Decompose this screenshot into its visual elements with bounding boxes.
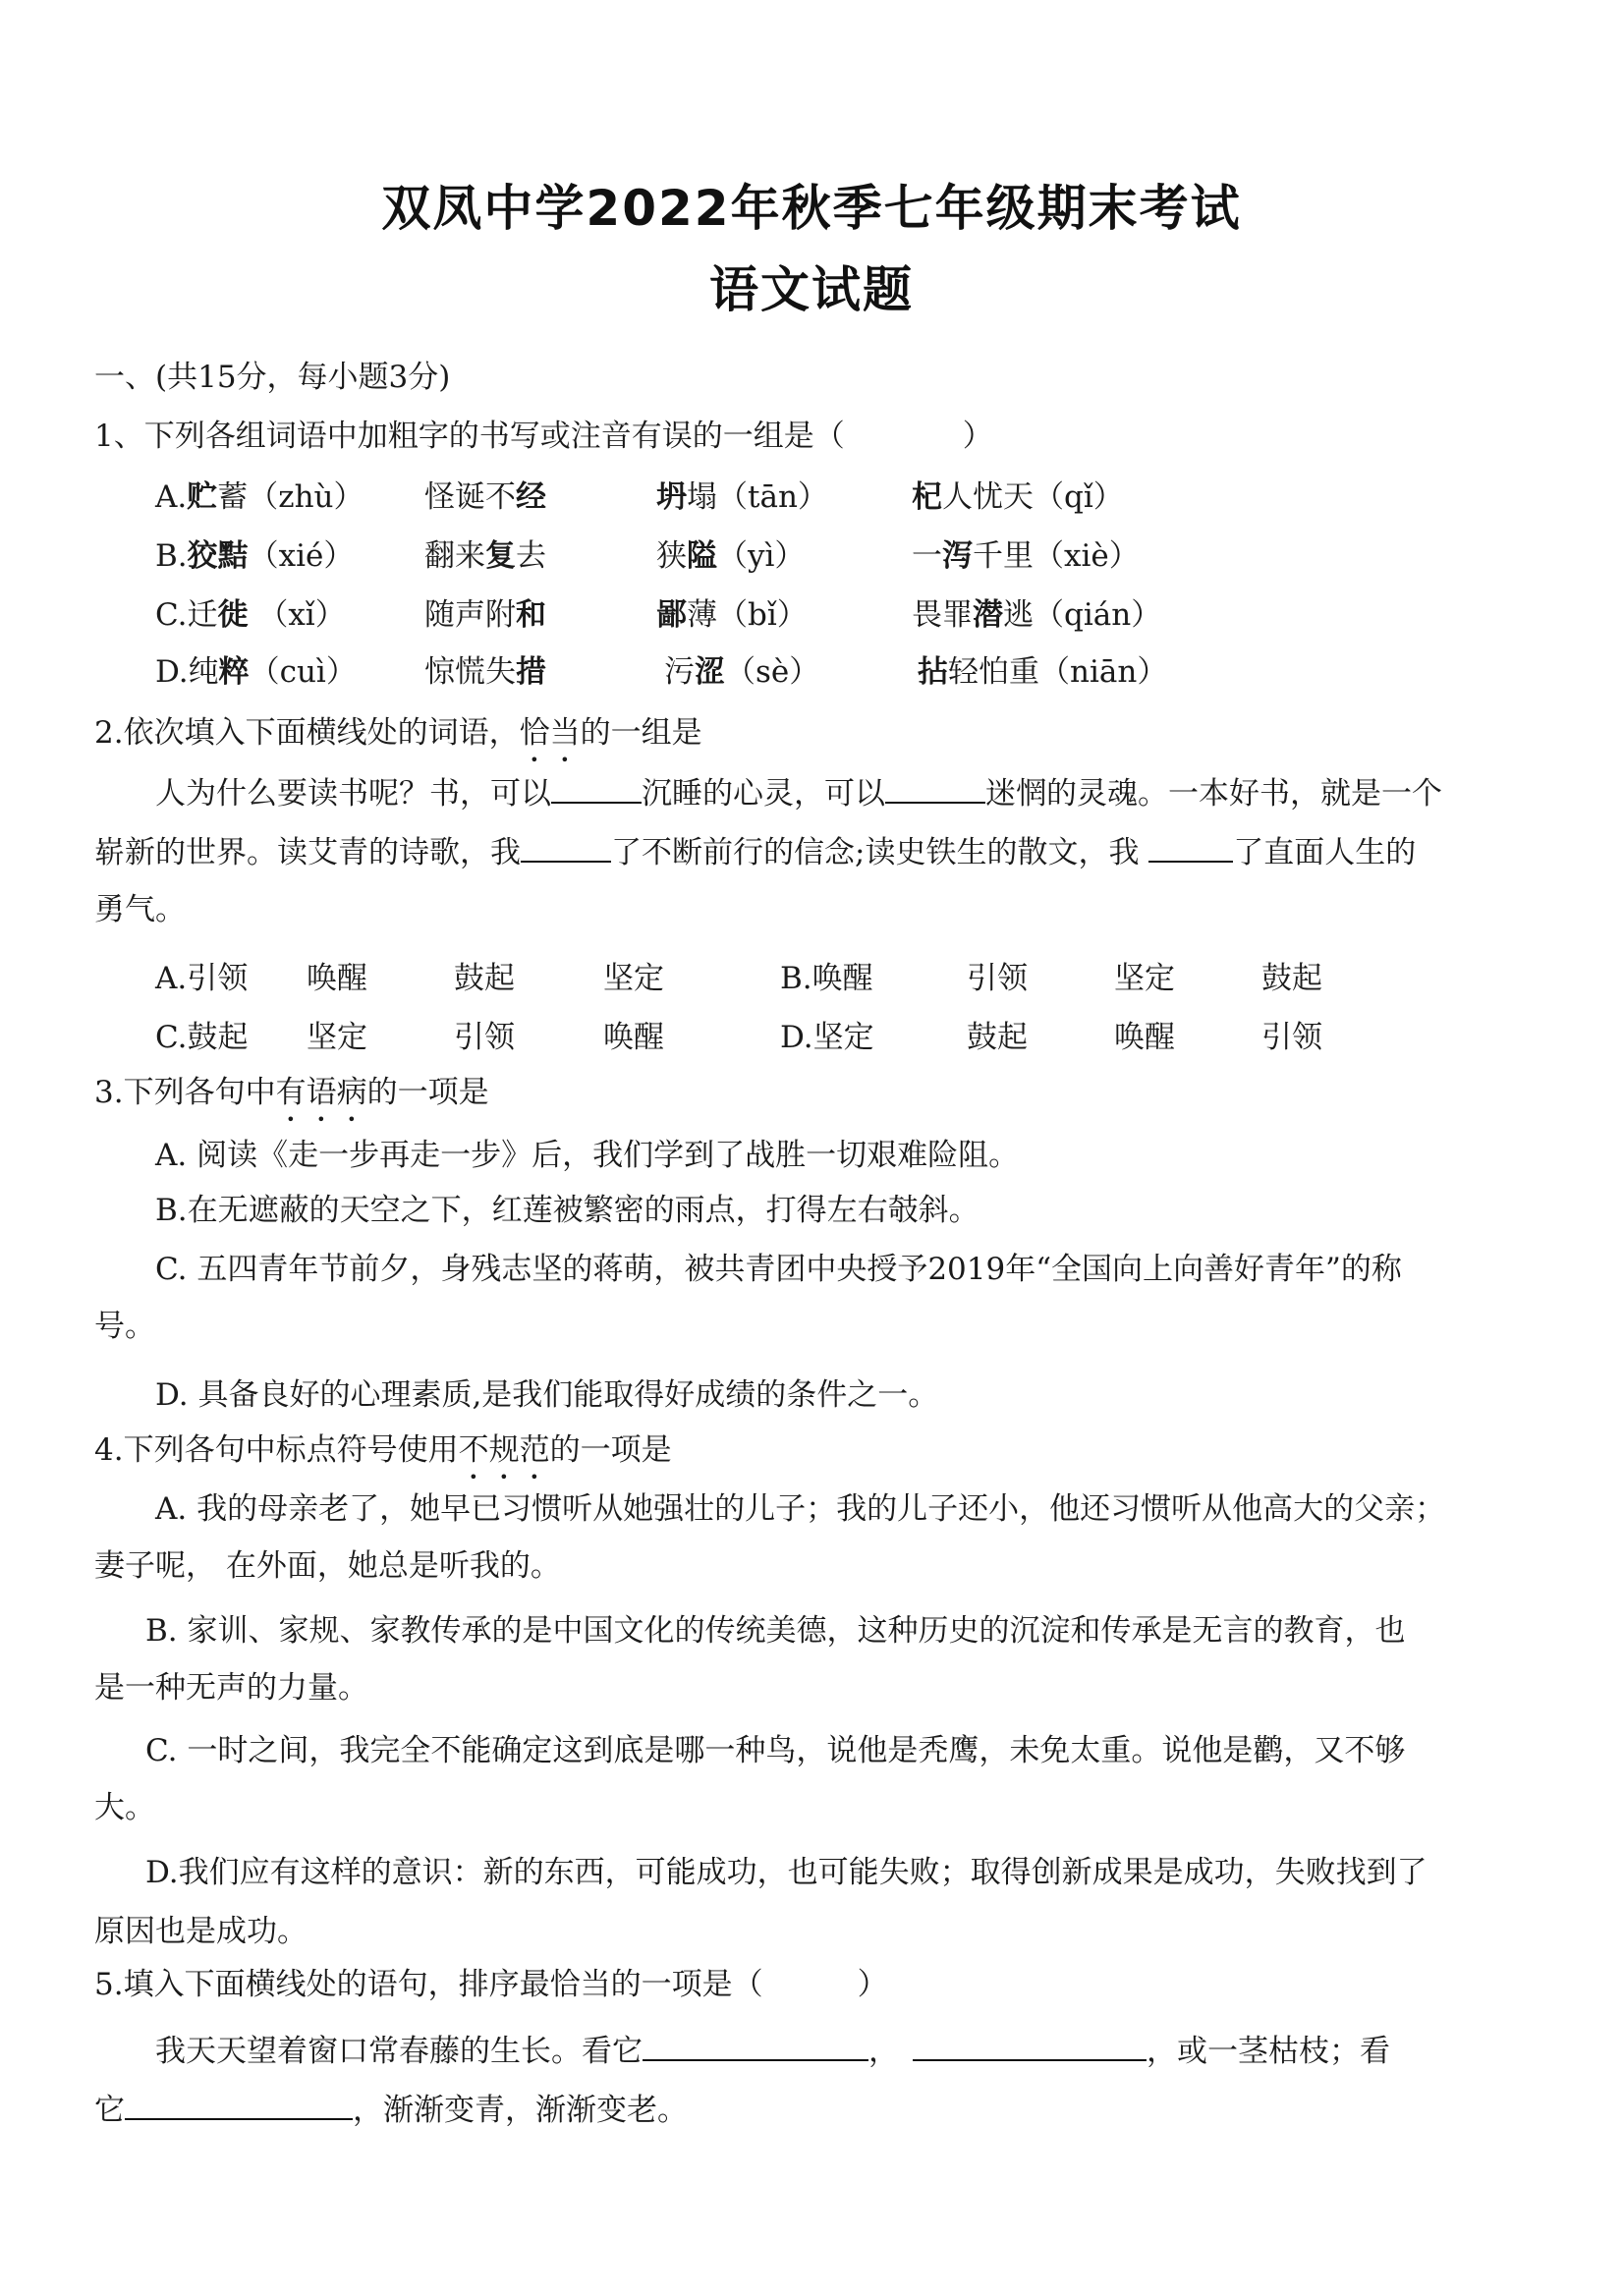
q3-option-c-line1: C. 五四青年节前夕，身残志坚的蒋萌，被共青团中央授予2019年“全国向上向善好青年”的称 xyxy=(155,1252,1402,1287)
passage-text: 了不断前行的信念;读史铁生的散文，我 xyxy=(611,835,1149,870)
option-text: （xǐ） xyxy=(248,597,346,633)
fill-blank-3[interactable] xyxy=(521,831,611,863)
bold-char: 鄙 xyxy=(656,597,687,633)
option-text: 迁 xyxy=(187,597,218,633)
q2-option-word: 唤醒 xyxy=(603,1020,664,1055)
passage-text: ，渐渐变青，渐渐变老。 xyxy=(353,2093,688,2128)
q2-option-word: 坚定 xyxy=(307,1020,367,1055)
passage-text: 它 xyxy=(94,2093,125,2128)
option-text: （yì） xyxy=(717,538,806,574)
bold-char: 贮 xyxy=(187,479,218,515)
bold-char: 措 xyxy=(516,654,546,690)
q1-a-word4 xyxy=(912,477,1124,517)
option-text: 怪诞不 xyxy=(424,479,516,515)
q2-option-word: 唤醒 xyxy=(1114,1020,1175,1055)
fill-blank-1[interactable] xyxy=(551,772,642,804)
option-label: C. xyxy=(155,597,188,633)
bold-char: 粹 xyxy=(218,654,250,690)
q1-option-a xyxy=(155,477,364,517)
exam-subtitle: 语文试题 xyxy=(709,261,914,318)
q4-stem-text: 的一项是 xyxy=(549,1432,672,1468)
q4-stem-text: 4.下列各句中标点符号使用 xyxy=(94,1432,459,1468)
q4-option-a-line2: 妻子呢， 在外面，她总是听我的。 xyxy=(94,1548,561,1584)
emphasis-text: 恰当 xyxy=(519,715,581,751)
q4-option-a-line1: A. 我的母亲老了，她早已习惯听从她强壮的儿子；我的儿子还小，他还习惯听从他高大的父亲； xyxy=(155,1491,1446,1527)
q1-c-word3 xyxy=(656,595,808,635)
q4-stem xyxy=(94,1430,672,1486)
q2-option-word: 鼓起 xyxy=(967,1020,1028,1055)
q4-option-d-line1: D.我们应有这样的意识：新的东西，可能成功，也可能失败；取得创新成果是成功，失败找到了 xyxy=(145,1855,1427,1890)
passage-text: 迷惘的灵魂。一本好书，就是一个 xyxy=(985,776,1442,812)
q5-stem-close: ） xyxy=(857,1967,888,2002)
q2-passage-line2 xyxy=(94,831,1416,872)
option-text: （cuì） xyxy=(249,654,357,690)
q1-b-word3 xyxy=(656,536,805,576)
q1-b-word4 xyxy=(912,536,1140,576)
bold-char: 狡黠 xyxy=(187,538,249,574)
q4-option-c-line2: 大。 xyxy=(94,1790,155,1825)
q2-option-b: B.唤醒 xyxy=(780,961,873,996)
q1-c-word2 xyxy=(424,595,546,635)
q2-stem-text: 2.依次填入下面横线处的词语， xyxy=(94,715,520,751)
bold-char: 泻 xyxy=(942,538,973,574)
fill-blank-5[interactable] xyxy=(643,2030,868,2061)
q2-option-word: 坚定 xyxy=(1114,961,1175,996)
q2-option-word: 引领 xyxy=(1261,1020,1322,1055)
q2-option-word: 引领 xyxy=(967,961,1028,996)
q2-option-word: 鼓起 xyxy=(1261,961,1322,996)
passage-text: 沉睡的心灵，可以 xyxy=(642,776,885,812)
passage-text: 人为什么要读书呢？书，可以 xyxy=(155,776,551,812)
q1-stem xyxy=(94,417,993,456)
fill-blank-7[interactable] xyxy=(125,2089,353,2120)
q2-option-word: 坚定 xyxy=(603,961,664,996)
q4-option-d-line2: 原因也是成功。 xyxy=(94,1914,308,1949)
option-label: B. xyxy=(155,538,188,574)
fill-blank-6[interactable] xyxy=(913,2030,1147,2061)
option-text: 千里（xiè） xyxy=(973,538,1140,574)
q3-stem-text: 3.下列各句中 xyxy=(94,1075,276,1110)
option-text: 纯 xyxy=(188,654,219,690)
fill-blank-4[interactable] xyxy=(1148,831,1233,863)
bold-char: 复 xyxy=(485,538,516,574)
q2-option-word: 引领 xyxy=(454,1020,515,1055)
bold-char: 拈 xyxy=(918,654,948,690)
q4-option-b-line2: 是一种无声的力量。 xyxy=(94,1670,368,1706)
bold-char: 隘 xyxy=(687,538,717,574)
q5-stem xyxy=(94,1965,888,2004)
option-text: （sè） xyxy=(725,654,820,690)
q2-passage-line3: 勇气。 xyxy=(94,892,186,927)
q2-option-d: D.坚定 xyxy=(780,1020,874,1055)
bold-char: 徙 xyxy=(217,597,249,633)
q1-a-word3 xyxy=(656,477,828,517)
fill-blank-2[interactable] xyxy=(885,772,985,804)
emphasis-text: 不规范 xyxy=(458,1432,550,1468)
q5-passage-line1 xyxy=(155,2030,1390,2071)
q1-d-word4 xyxy=(918,652,1167,692)
emphasis-text: 有语病 xyxy=(275,1075,367,1110)
q1-option-d xyxy=(155,652,357,692)
q1-d-word3 xyxy=(664,652,819,692)
q2-option-word: 唤醒 xyxy=(307,961,367,996)
option-text: 薄（bǐ） xyxy=(687,597,808,633)
exam-title: 双凤中学2022年秋季七年级期末考试 xyxy=(381,180,1242,237)
passage-text: ， xyxy=(868,2034,899,2069)
q2-passage-line1 xyxy=(155,772,1442,813)
q1-stem-close: ） xyxy=(962,419,993,454)
q2-option-c: C.鼓起 xyxy=(155,1020,249,1055)
q3-option-b: B.在无遮蔽的天空之下，红莲被繁密的雨点，打得左右攲斜。 xyxy=(155,1193,979,1228)
q2-stem-text: 的一组是 xyxy=(580,715,702,751)
option-label: A. xyxy=(155,479,188,515)
bold-char: 经 xyxy=(516,479,546,515)
q4-option-c-line1: C. 一时之间，我完全不能确定这到底是哪一种鸟，说他是秃鹰，未免太重。说他是鹳，又不够 xyxy=(145,1733,1406,1768)
q4-option-b-line1: B. 家训、家规、家教传承的是中国文化的传统美德，这种历史的沉淀和传承是无言的教育，也 xyxy=(145,1613,1406,1649)
option-text: 翻来 xyxy=(424,538,485,574)
option-text: 逃（qián） xyxy=(1003,597,1162,633)
q1-a-word2 xyxy=(424,477,546,517)
q3-stem xyxy=(94,1073,489,1129)
passage-text: 了直面人生的 xyxy=(1233,835,1417,870)
q1-option-b xyxy=(155,536,354,576)
bold-char: 和 xyxy=(516,597,546,633)
option-text: 塌（tān） xyxy=(687,479,828,515)
q1-option-c xyxy=(155,595,346,635)
q1-c-word4 xyxy=(912,595,1161,635)
q1-stem-text: 1、下列各组词语中加粗字的书写或注音有误的一组是（ xyxy=(94,419,845,454)
q2-option-word: 鼓起 xyxy=(454,961,515,996)
option-text: 狭 xyxy=(656,538,687,574)
option-text: 畏罪 xyxy=(912,597,973,633)
bold-char: 杞 xyxy=(912,479,942,515)
section-heading: 一、(共15分，每小题3分) xyxy=(94,360,451,395)
option-text: 一 xyxy=(912,538,942,574)
option-text: 人忧天（qǐ） xyxy=(942,479,1124,515)
bold-char: 潜 xyxy=(973,597,1003,633)
option-text: 惊慌失 xyxy=(424,654,516,690)
q3-stem-text: 的一项是 xyxy=(366,1075,489,1110)
q5-passage-line2 xyxy=(94,2089,688,2130)
q3-option-c-line2: 号。 xyxy=(94,1309,155,1344)
option-text: 蓄（zhù） xyxy=(217,479,364,515)
q3-option-a: A. 阅读《走一步再走一步》后，我们学到了战胜一切艰难险阻。 xyxy=(155,1138,1020,1173)
option-text: （xié） xyxy=(248,538,355,574)
q1-b-word2 xyxy=(424,536,546,576)
q5-stem-text: 5.填入下面横线处的语句，排序最恰当的一项是（ xyxy=(94,1967,763,2002)
q1-d-word2 xyxy=(424,652,546,692)
bold-char: 坍 xyxy=(656,479,687,515)
option-text: 随声附 xyxy=(424,597,516,633)
passage-text: ，或一茎枯枝；看 xyxy=(1147,2034,1390,2069)
q3-option-d: D. 具备良好的心理素质,是我们能取得好成绩的条件之一。 xyxy=(155,1377,939,1413)
option-text: 去 xyxy=(516,538,546,574)
option-text: 轻怕重（niān） xyxy=(948,654,1168,690)
bold-char: 涩 xyxy=(695,654,725,690)
q2-option-a: A.引领 xyxy=(155,961,249,996)
q2-stem xyxy=(94,713,702,769)
option-text: 污 xyxy=(664,654,695,690)
passage-text: 我天天望着窗口常春藤的生长。看它 xyxy=(155,2034,643,2069)
passage-text: 崭新的世界。读艾青的诗歌，我 xyxy=(94,835,521,870)
option-label: D. xyxy=(155,654,189,690)
